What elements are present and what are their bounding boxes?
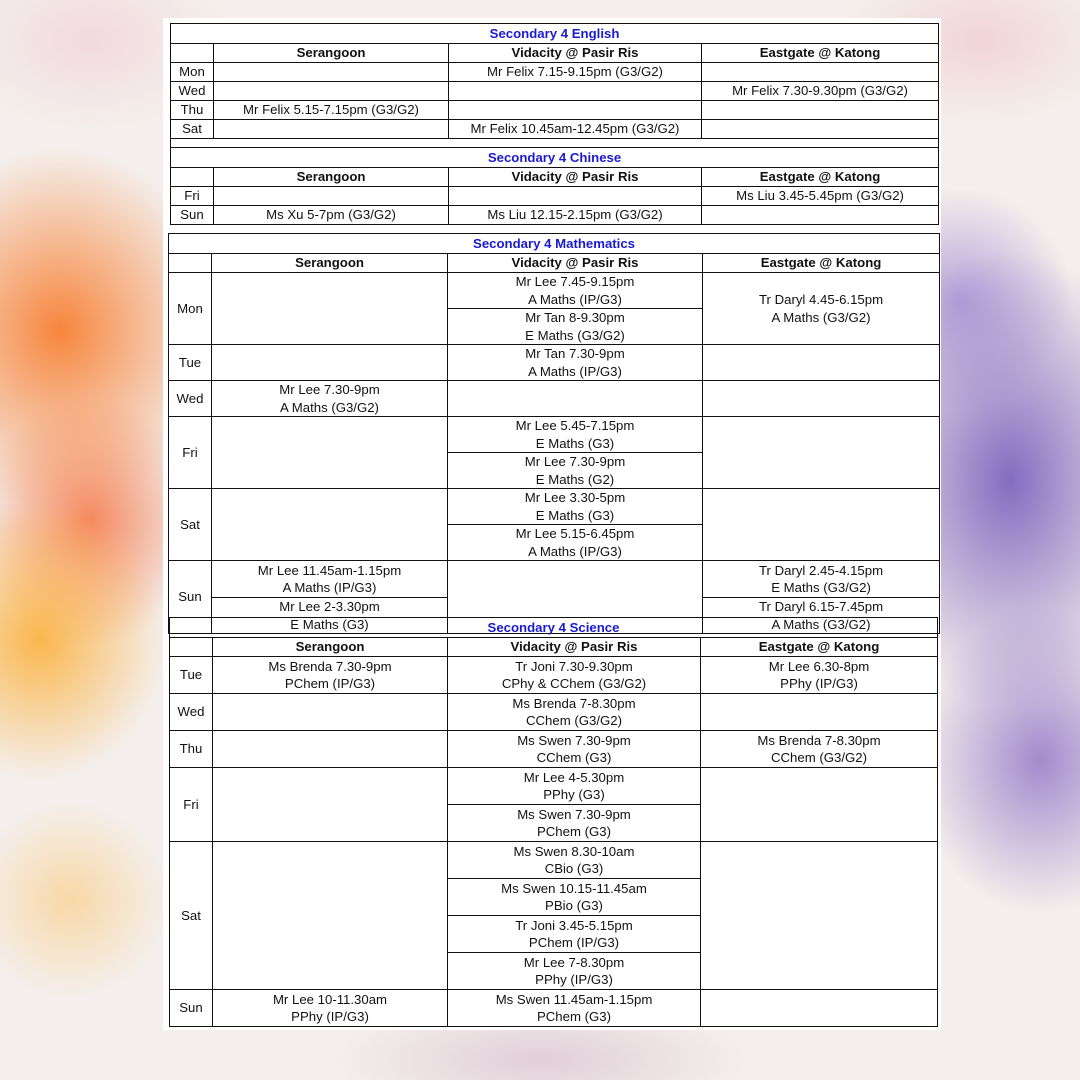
class-cell: Mr Lee 7.30-9pm E Maths (G2): [448, 453, 703, 489]
table-row: [170, 842, 938, 879]
maths-header-row: [169, 254, 940, 273]
class-cell: Mr Lee 7-8.30pm PPhy (IP/G3): [448, 953, 701, 990]
class-cell: [214, 82, 449, 101]
table-row: [170, 731, 938, 768]
day-cell: Sat: [170, 842, 213, 990]
class-cell: Mr Lee 10-11.30am PPhy (IP/G3): [213, 990, 448, 1027]
class-cell: Mr Felix 5.15-7.15pm (G3/G2): [214, 101, 449, 120]
column-header: Eastgate @ Katong: [702, 168, 939, 187]
class-cell: [449, 187, 702, 206]
class-cell: Ms Swen 11.45am-1.15pm PChem (G3): [448, 990, 701, 1027]
class-cell: Ms Brenda 7.30-9pm PChem (IP/G3): [213, 657, 448, 694]
class-cell: [449, 82, 702, 101]
day-cell: Sun: [169, 561, 212, 634]
class-cell: [214, 120, 449, 139]
class-cell: Ms Swen 7.30-9pm CChem (G3): [448, 731, 701, 768]
class-cell: [212, 489, 448, 561]
day-cell: Fri: [169, 417, 212, 489]
column-header: Vidacity @ Pasir Ris: [448, 254, 703, 273]
class-cell: Ms Brenda 7-8.30pm CChem (G3/G2): [448, 694, 701, 731]
class-cell: [213, 768, 448, 842]
day-cell: Fri: [171, 187, 214, 206]
day-cell: Wed: [170, 694, 213, 731]
class-cell: Tr Joni 3.45-5.15pm PChem (IP/G3): [448, 916, 701, 953]
class-cell: [701, 694, 938, 731]
column-header: Serangoon: [213, 638, 448, 657]
english-table: [170, 23, 939, 148]
column-header: Eastgate @ Katong: [701, 638, 938, 657]
day-cell: Wed: [171, 82, 214, 101]
class-cell: Ms Liu 12.15-2.15pm (G3/G2): [449, 206, 702, 225]
maths-table: [168, 233, 940, 634]
class-cell: [701, 768, 938, 842]
class-cell: Mr Lee 5.15-6.45pm A Maths (IP/G3): [448, 525, 703, 561]
maths-title: Secondary 4 Mathematics: [169, 234, 940, 254]
chinese-table: [170, 147, 939, 225]
class-cell: Mr Lee 4-5.30pm PPhy (G3): [448, 768, 701, 805]
class-cell: [702, 101, 939, 120]
class-cell: [449, 101, 702, 120]
class-cell: Mr Felix 7.30-9.30pm (G3/G2): [702, 82, 939, 101]
table-row: [169, 345, 940, 381]
day-cell: Fri: [170, 768, 213, 842]
english-title: Secondary 4 English: [171, 24, 939, 44]
day-cell: Sun: [170, 990, 213, 1027]
day-cell: Tue: [169, 345, 212, 381]
class-cell: Tr Joni 7.30-9.30pm CPhy & CChem (G3/G2): [448, 657, 701, 694]
table-row: [171, 63, 939, 82]
day-cell: Tue: [170, 657, 213, 694]
class-cell: Ms Swen 7.30-9pm PChem (G3): [448, 805, 701, 842]
column-header: Vidacity @ Pasir Ris: [449, 44, 702, 63]
class-cell: Mr Lee 3.30-5pm E Maths (G3): [448, 489, 703, 525]
column-header: Vidacity @ Pasir Ris: [448, 638, 701, 657]
class-cell: Tr Daryl 6.15-7.45pm A Maths (G3/G2): [703, 598, 940, 634]
science-header-row: [170, 638, 938, 657]
day-cell: Sat: [171, 120, 214, 139]
science-block: [169, 617, 937, 1027]
class-cell: Mr Tan 7.30-9pm A Maths (IP/G3): [448, 345, 703, 381]
class-cell: Mr Lee 7.30-9pm A Maths (G3/G2): [212, 381, 448, 417]
class-cell: [213, 842, 448, 990]
day-cell: Mon: [171, 63, 214, 82]
table-row: [171, 101, 939, 120]
table-row: [169, 381, 940, 417]
class-cell: Ms Liu 3.45-5.45pm (G3/G2): [702, 187, 939, 206]
science-title: Secondary 4 Science: [170, 618, 938, 638]
class-cell: Mr Lee 7.45-9.15pm A Maths (IP/G3): [448, 273, 703, 309]
class-cell: [212, 345, 448, 381]
class-cell: [703, 381, 940, 417]
class-cell: Mr Lee 2-3.30pm E Maths (G3): [212, 598, 448, 634]
chinese-header-row: [171, 168, 939, 187]
class-cell: Mr Felix 7.15-9.15pm (G3/G2): [449, 63, 702, 82]
class-cell: [448, 381, 703, 417]
class-cell: Ms Swen 8.30-10am CBio (G3): [448, 842, 701, 879]
table-row: [169, 489, 940, 525]
maths-block: [168, 233, 939, 634]
class-cell: [701, 990, 938, 1027]
table-row: [171, 187, 939, 206]
class-cell: [213, 694, 448, 731]
class-cell: [213, 731, 448, 768]
table-row: [170, 694, 938, 731]
class-cell: [212, 417, 448, 489]
table-row: [171, 206, 939, 225]
table-row: [171, 82, 939, 101]
class-cell: Ms Xu 5-7pm (G3/G2): [214, 206, 449, 225]
english-header-row: [171, 44, 939, 63]
class-cell: [702, 120, 939, 139]
class-cell: [212, 273, 448, 345]
table-row: [170, 768, 938, 805]
day-cell: Wed: [169, 381, 212, 417]
class-cell: [703, 417, 940, 489]
class-cell: [703, 489, 940, 561]
chinese-title: Secondary 4 Chinese: [171, 148, 939, 168]
table-row: [171, 120, 939, 139]
class-cell: Mr Lee 11.45am-1.15pm A Maths (IP/G3): [212, 561, 448, 598]
class-cell: Mr Felix 10.45am-12.45pm (G3/G2): [449, 120, 702, 139]
class-cell: [214, 187, 449, 206]
column-header: Serangoon: [214, 44, 449, 63]
class-cell: Ms Brenda 7-8.30pm CChem (G3/G2): [701, 731, 938, 768]
column-header: Serangoon: [214, 168, 449, 187]
table-row: [170, 990, 938, 1027]
class-cell: Tr Daryl 2.45-4.15pm E Maths (G3/G2): [703, 561, 940, 598]
english-chinese-block: [170, 23, 938, 225]
science-table: [169, 617, 938, 1027]
table-row: [169, 561, 940, 598]
table-row: [169, 417, 940, 453]
day-cell: Sat: [169, 489, 212, 561]
column-header: Vidacity @ Pasir Ris: [449, 168, 702, 187]
class-cell: Tr Daryl 4.45-6.15pm A Maths (G3/G2): [703, 273, 940, 345]
table-row: [170, 657, 938, 694]
class-cell: [214, 63, 449, 82]
table-row: [169, 273, 940, 309]
column-header: Serangoon: [212, 254, 448, 273]
day-cell: Sun: [171, 206, 214, 225]
class-cell: Ms Swen 10.15-11.45am PBio (G3): [448, 879, 701, 916]
class-cell: [703, 345, 940, 381]
class-cell: Mr Tan 8-9.30pm E Maths (G3/G2): [448, 309, 703, 345]
class-cell: [702, 206, 939, 225]
day-cell: Mon: [169, 273, 212, 345]
class-cell: Mr Lee 6.30-8pm PPhy (IP/G3): [701, 657, 938, 694]
class-cell: [701, 842, 938, 990]
day-cell: Thu: [171, 101, 214, 120]
class-cell: Mr Lee 5.45-7.15pm E Maths (G3): [448, 417, 703, 453]
column-header: Eastgate @ Katong: [702, 44, 939, 63]
class-cell: [702, 63, 939, 82]
day-cell: Thu: [170, 731, 213, 768]
column-header: Eastgate @ Katong: [703, 254, 940, 273]
